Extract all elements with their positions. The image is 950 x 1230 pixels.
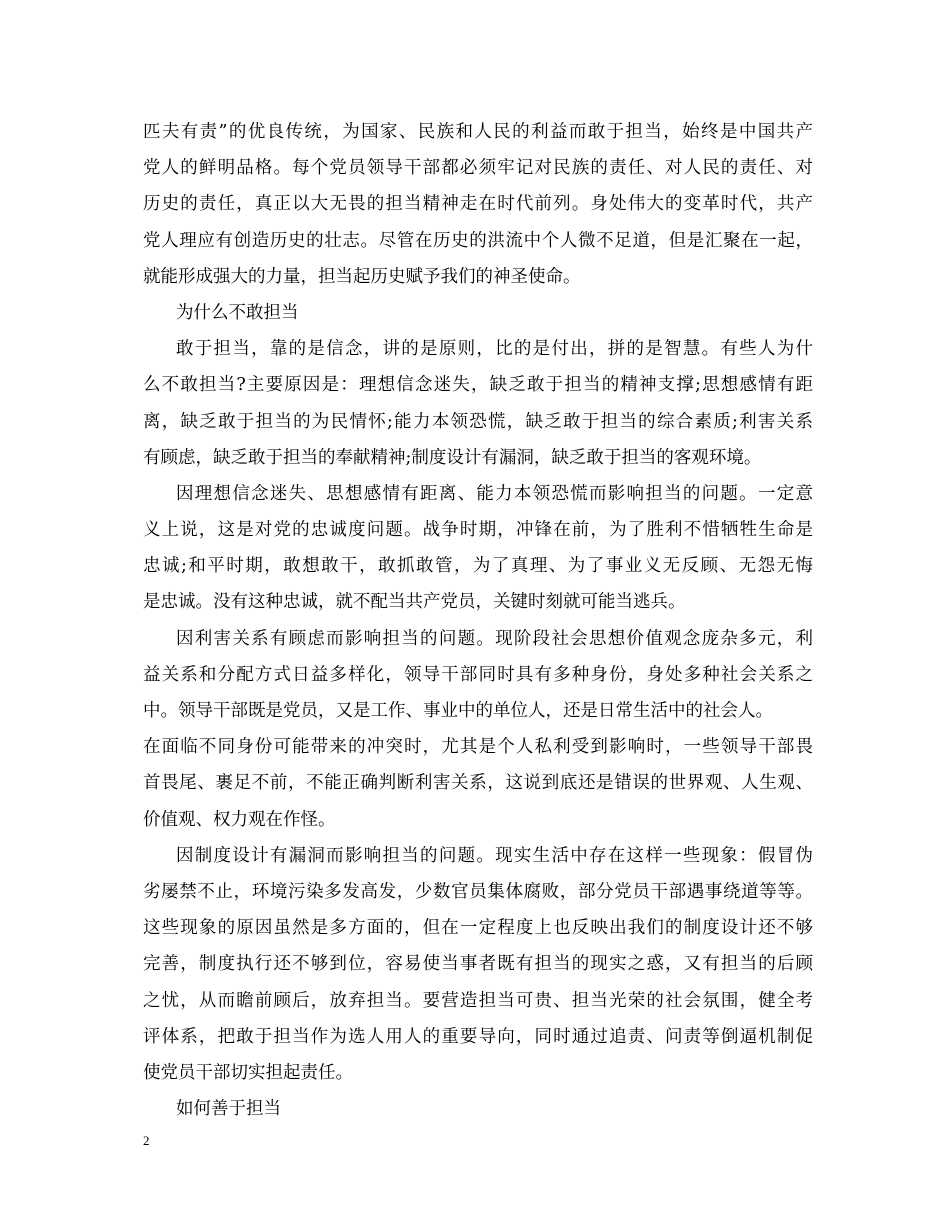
text-line: 完善，制度执行还不够到位，容易使当事者既有担当的现实之惑，又有担当的后顾	[143, 954, 813, 975]
text-line: 价值观、权力观在作怪。	[143, 809, 336, 830]
text-line: 党人的鲜明品格。每个党员领导干部都必须牢记对民族的责任、对人民的责任、对	[143, 158, 813, 179]
section-heading: 如何善于担当	[176, 1099, 281, 1120]
text-line: 就能形成强大的力量，担当起历史赋予我们的神圣使命。	[143, 266, 581, 287]
text-line: 因制度设计有漏洞而影响担当的问题。现实生活中存在这样一些现象：假冒伪	[176, 845, 813, 866]
text-line: 有顾虑，缺乏敢于担当的奉献精神;制度设计有漏洞，缺乏敢于担当的客观环境。	[143, 447, 762, 468]
text-line: 这些现象的原因虽然是多方面的，但在一定程度上也反映出我们的制度设计还不够	[143, 918, 813, 939]
text-line: 因利害关系有顾虑而影响担当的问题。现阶段社会思想价值观念庞杂多元，利	[176, 628, 813, 649]
text-line: 评体系，把敢于担当作为选人用人的重要导向，同时通过追责、问责等倒逼机制促	[143, 1026, 813, 1047]
page-number: 2	[143, 1133, 150, 1148]
text-line: 忠诚;和平时期，敢想敢干，敢抓敢管，为了真理、为了事业义无反顾、无怨无悔	[143, 556, 813, 577]
text-line: 之忧，从而瞻前顾后，放弃担当。要营造担当可贵、担当光荣的社会氛围，健全考	[143, 990, 813, 1011]
text-line: 使党员干部切实担起责任。	[143, 1062, 353, 1083]
text-line: 是忠诚。没有这种忠诚，就不配当共产党员，关键时刻就可能当逃兵。	[143, 592, 686, 613]
text-line: 敢于担当，靠的是信念，讲的是原则，比的是付出，拼的是智慧。有些人为什	[176, 339, 813, 360]
text-line: 历史的责任，真正以大无畏的担当精神走在时代前列。身处伟大的变革时代，共产	[143, 194, 813, 215]
text-line: 在面临不同身份可能带来的冲突时，尤其是个人私利受到影响时，一些领导干部畏	[143, 737, 813, 758]
text-line: 匹夫有责”的优良传统，为国家、民族和人民的利益而敢于担当，始终是中国共产	[143, 122, 813, 142]
text-line: 中。领导干部既是党员，又是工作、事业中的单位人，还是日常生活中的社会人。	[143, 701, 773, 721]
text-line: 离，缺乏敢于担当的为民情怀;能力本领恐慌，缺乏敢于担当的综合素质;利害关系	[143, 411, 813, 432]
text-line: 党人理应有创造历史的壮志。尽管在历史的洪流中个人微不足道，但是汇聚在一起，	[143, 230, 813, 251]
text-line: 因理想信念迷失、思想感情有距离、能力本领恐慌而影响担当的问题。一定意	[176, 483, 813, 504]
text-line: 益关系和分配方式日益多样化，领导干部同时具有多种身份，身处多种社会关系之	[143, 664, 813, 685]
text-line: 首畏尾、裹足不前，不能正确判断利害关系，这说到底还是错误的世界观、人生观、	[143, 773, 813, 794]
body-text	[143, 114, 813, 1127]
text-line: 劣屡禁不止，环境污染多发高发，少数官员集体腐败，部分党员干部遇事绕道等等。	[143, 881, 813, 902]
text-line: 义上说，这是对党的忠诚度问题。战争时期，冲锋在前，为了胜利不惜牺牲生命是	[143, 520, 813, 541]
section-heading: 为什么不敢担当	[176, 302, 299, 323]
text-line: 么不敢担当?主要原因是：理想信念迷失，缺乏敢于担当的精神支撑;思想感情有距	[143, 375, 813, 396]
